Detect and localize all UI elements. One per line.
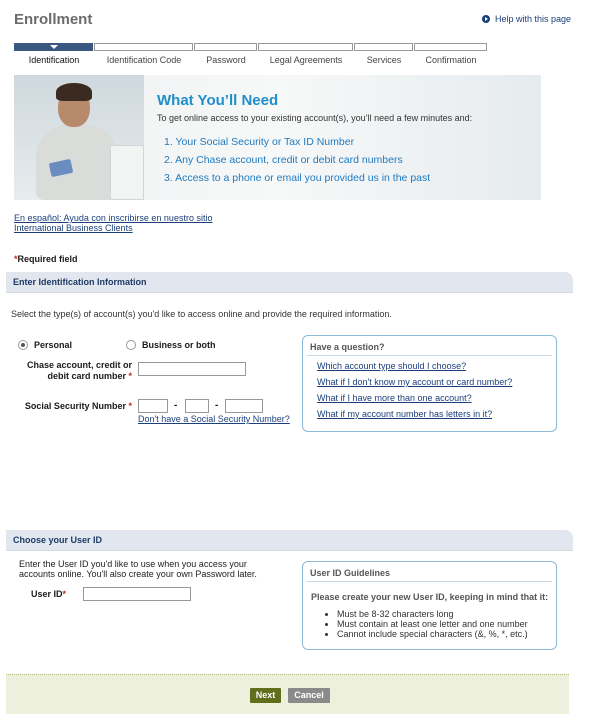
account-label-line2: debit card number — [47, 371, 126, 381]
play-arrow-icon — [482, 15, 490, 23]
userid-instructions: Enter the User ID you'd like to use when you access your accounts online. You'll also create your own Password later. — [19, 559, 257, 579]
requirement-item: 2. Any Chase account, credit or debit card numbers — [164, 154, 403, 166]
guideline-item: • Must be 8-32 characters long — [337, 609, 528, 619]
personal-radio[interactable] — [18, 340, 28, 350]
help-link[interactable] — [482, 14, 571, 24]
form-footer — [6, 674, 569, 714]
person-body — [36, 125, 118, 200]
step-bar — [354, 43, 413, 51]
userid-label-text: User ID — [30, 589, 63, 599]
userid-input[interactable] — [83, 587, 191, 601]
no-ssn-link[interactable]: Don't have a Social Security Number? — [138, 414, 290, 424]
person-hair — [56, 83, 92, 101]
spanish-link[interactable]: En español: Ayuda con inscribirse en nuestro sitio — [14, 213, 213, 223]
step-label: Identification Code — [106, 55, 182, 65]
step-label: Identification — [28, 55, 80, 65]
account-label-line1: Chase account, credit or — [26, 360, 132, 370]
guideline-item: • Cannot include special characters (&, %, *, etc.) — [337, 629, 528, 639]
ssn-part2-input[interactable] — [185, 399, 209, 413]
ssn-label — [18, 401, 132, 412]
banner-intro: To get online access to your existing account(s), you’ll need a few minutes and: — [157, 113, 473, 123]
required-star: * — [128, 401, 132, 411]
required-text: Required field — [17, 254, 78, 264]
personal-radio-option[interactable] — [18, 340, 72, 350]
step-bar — [94, 43, 193, 51]
cancel-button[interactable]: Cancel — [288, 688, 330, 703]
account-number-input[interactable] — [138, 362, 246, 376]
step-bar — [258, 43, 353, 51]
banner-heading: What You’ll Need — [157, 92, 279, 109]
faq-link[interactable]: Which account type should I choose? — [317, 361, 467, 371]
faq-link[interactable]: What if I don't know my account or card number? — [317, 377, 513, 387]
divider — [307, 355, 552, 356]
next-button[interactable]: Next — [250, 688, 281, 703]
divider — [307, 581, 552, 582]
step-bar — [194, 43, 257, 51]
guidelines-lead: Please create your new User ID, keeping in mind that it: — [311, 592, 549, 602]
question-links — [317, 358, 512, 422]
ssn-part3-input[interactable] — [225, 399, 263, 413]
business-radio[interactable] — [126, 340, 136, 350]
ssn-dash: - — [174, 400, 178, 411]
ssn-dash: - — [215, 400, 219, 411]
progress-steps — [14, 43, 488, 69]
divider — [6, 292, 573, 293]
ssn-label-text: Social Security Number — [24, 401, 126, 411]
required-star: * — [62, 589, 66, 599]
personal-radio-label: Personal — [34, 340, 73, 350]
userid-section-header: Choose your User ID — [6, 530, 573, 550]
account-number-label — [18, 360, 132, 382]
question-box-title: Have a question? — [310, 342, 385, 352]
required-star: * — [14, 254, 18, 264]
userid-label — [18, 589, 66, 600]
step-legal-agreements — [258, 43, 354, 69]
requirement-item: 1. Your Social Security or Tax ID Number — [164, 136, 355, 148]
step-identification-code — [94, 43, 194, 69]
page-title: Enrollment — [14, 11, 93, 28]
divider — [6, 550, 573, 551]
what-youll-need-banner — [14, 75, 541, 200]
required-star: * — [128, 371, 132, 381]
banner-photo — [14, 75, 144, 200]
question-box — [302, 335, 557, 432]
userid-guidelines-box — [302, 561, 557, 650]
identification-section-header: Enter Identification Information — [6, 272, 573, 292]
business-radio-option[interactable] — [126, 340, 216, 350]
international-clients-link[interactable]: International Business Clients — [14, 223, 133, 233]
step-bar — [414, 43, 487, 51]
step-password — [194, 43, 258, 69]
ssn-part1-input[interactable] — [138, 399, 168, 413]
help-link-label: Help with this page — [494, 14, 571, 24]
business-radio-label: Business or both — [142, 340, 216, 350]
step-label: Services — [366, 55, 402, 65]
step-bar-active — [14, 43, 93, 51]
step-confirmation — [414, 43, 488, 69]
guidelines-list — [327, 609, 528, 639]
alt-links — [14, 213, 212, 233]
faq-link[interactable]: What if my account number has letters in it? — [317, 409, 493, 419]
step-services — [354, 43, 414, 69]
requirement-item: 3. Access to a phone or email you provided us in the past — [164, 172, 431, 184]
step-label: Legal Agreements — [269, 55, 343, 65]
requirements-list — [164, 133, 430, 187]
guideline-item: • Must contain at least one letter and one number — [337, 619, 528, 629]
guidelines-title: User ID Guidelines — [310, 568, 391, 578]
laptop-icon — [110, 145, 144, 200]
required-field-note — [14, 254, 78, 264]
faq-link[interactable]: What if I have more than one account? — [317, 393, 472, 403]
step-label: Password — [206, 55, 246, 65]
identification-instructions: Select the type(s) of account(s) you'd like to access online and provide the required information. — [11, 309, 392, 319]
step-label: Confirmation — [425, 55, 477, 65]
step-identification — [14, 43, 94, 69]
